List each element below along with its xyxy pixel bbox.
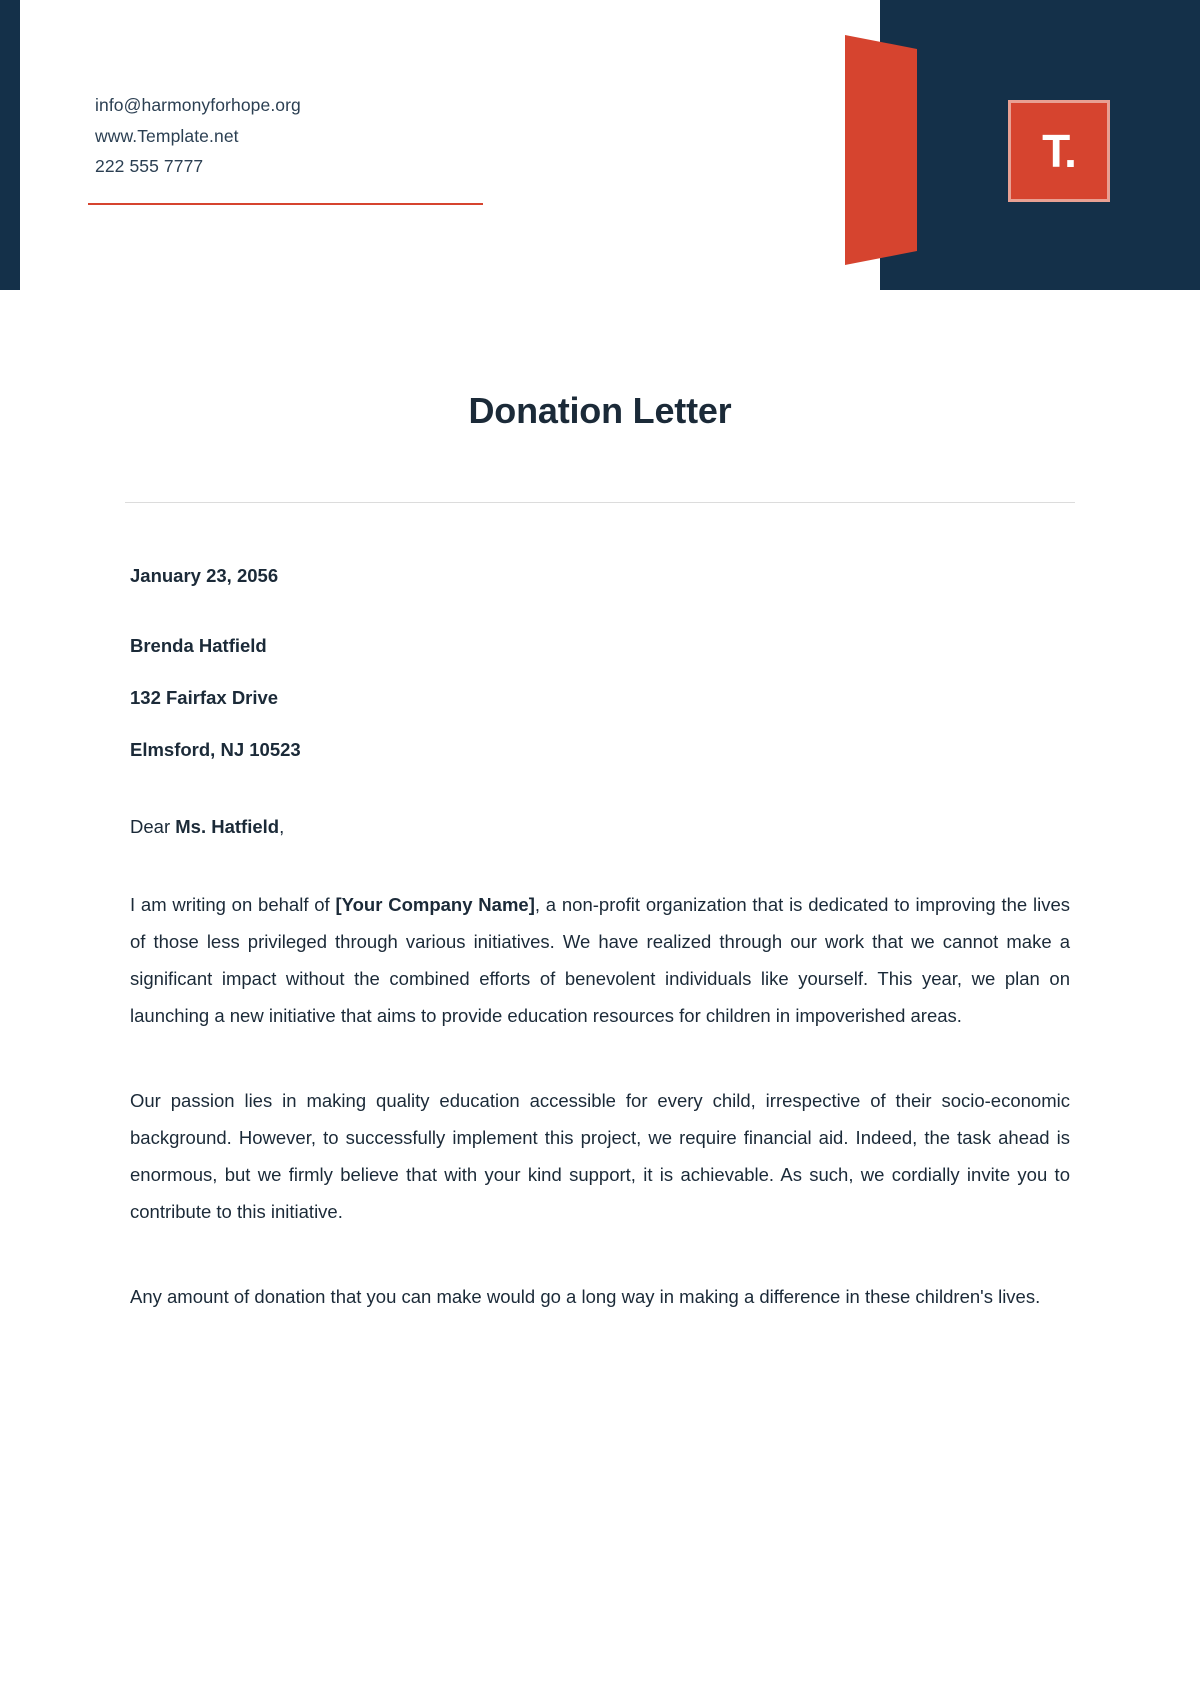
left-accent-bar <box>0 0 20 290</box>
ribbon-shape <box>845 35 917 265</box>
company-logo <box>1008 100 1110 202</box>
paragraph-3 <box>130 1278 1070 1315</box>
contact-email: info@harmonyforhope.org <box>95 95 301 115</box>
page-title: Donation Letter <box>468 390 732 431</box>
letter-body <box>130 503 1070 1315</box>
salutation <box>130 816 1070 838</box>
paragraph-1-before: I am writing on behalf of <box>130 894 336 915</box>
recipient-city-state-zip: Elmsford, NJ 10523 <box>130 739 301 760</box>
paragraph-3-text: Any amount of donation that you can make would go a long way in making a difference in these children's lives. <box>130 1286 1041 1307</box>
contact-info <box>95 90 495 182</box>
contact-underline <box>88 203 483 205</box>
contact-phone: 222 555 7777 <box>95 156 204 177</box>
letter-date: January 23, 2056 <box>130 565 279 586</box>
paragraph-2-text: Our passion lies in making quality education accessible for every child, irrespective of their socio-economic background. However, to successfully implement this project, we require financial aid. Indeed, the task ahead is enormous, but we firmly believe that with your kind support, it is achievable. As such, we cordially invite you to contribute to this initiative. <box>130 1090 1070 1222</box>
paragraph-2 <box>130 1082 1070 1230</box>
recipient-street: 132 Fairfax Drive <box>130 687 279 708</box>
salutation-suffix: , <box>279 816 285 837</box>
logo-monogram: T. <box>1042 125 1076 177</box>
letterhead-header <box>0 0 1200 290</box>
salutation-name: Ms. Hatfield <box>175 816 280 837</box>
paragraph-1 <box>130 886 1070 1034</box>
contact-website: www.Template.net <box>95 125 239 146</box>
salutation-prefix: Dear <box>130 816 176 837</box>
paragraph-1-after: , a non-profit organization that is dedicated to improving the lives of those less privileged through various initiatives. We have realized through our work that we cannot make a significant impact without the combined efforts of benevolent individuals like yourself. This year, we plan on launching a new initiative that aims to provide education resources for children in impoverished areas. <box>130 894 1070 1026</box>
recipient-name: Brenda Hatfield <box>130 635 267 656</box>
paragraph-1-bold: [Your Company Name] <box>335 894 535 915</box>
